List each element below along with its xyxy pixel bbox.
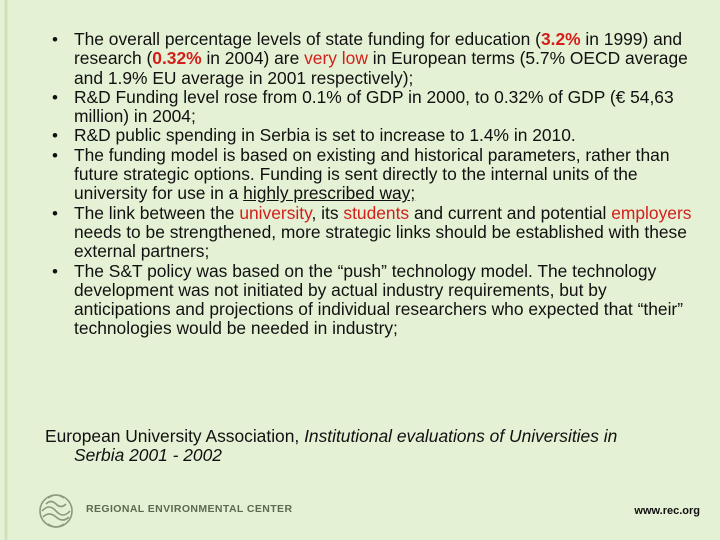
- bullet-dot-icon: •: [52, 87, 58, 107]
- bullet-text-segment: needs to be strengthened, more strategic links should be established with these external partners;: [74, 221, 687, 262]
- bullet-text-segment: in 1999) and research (: [74, 29, 683, 69]
- bullet-text-segment: The overall percentage levels of state funding for education (: [74, 29, 541, 49]
- bullet-text-segment: university: [239, 202, 312, 223]
- bullet-dot-icon: •: [52, 145, 58, 165]
- bullet-dot-icon: •: [52, 261, 58, 281]
- bullet-text-segment: The S&T policy was based on the “push” technology model. The technology development was not initiated by actual industry requirements, but by anticipations and projections of individual researchers who expected that “their” technologies would be needed in industry;: [74, 260, 684, 339]
- bullet-text-segment: and current and potential: [409, 202, 612, 223]
- bullet-text-segment: 0.32%: [152, 48, 202, 69]
- bullet-text-segment: The link between the: [74, 202, 240, 223]
- website-url[interactable]: www.rec.org: [634, 505, 700, 517]
- citation-title-line2: Serbia 2001 - 2002: [74, 445, 222, 466]
- bullet-dot-icon: •: [52, 30, 58, 49]
- bullet-dot-icon: •: [52, 126, 58, 146]
- bullet-text-segment: R&D public spending in Serbia is set to increase to 1.4% in 2010.: [74, 125, 576, 146]
- bullet-text-segment: highly prescribed way;: [243, 183, 416, 204]
- bullet-text-segment: The funding model is based on existing and historical parameters, rather than future strategic options. Funding is sent directly to the internal units of the university for use in a: [74, 144, 670, 204]
- bullet-text-segment: , its: [311, 202, 344, 223]
- bullet-item: [52, 146, 692, 204]
- bullet-item: [52, 88, 692, 127]
- bullet-text-segment: very low: [304, 48, 368, 69]
- bullet-text-segment: in 2004) are: [201, 48, 305, 69]
- bullet-text-segment: employers: [611, 202, 692, 223]
- citation: [45, 427, 685, 466]
- decorative-left-border: [0, 0, 12, 540]
- bullet-item: [52, 30, 692, 88]
- citation-author: European University Association,: [45, 426, 305, 446]
- bullet-text-segment: 3.2%: [540, 29, 581, 49]
- bullet-list: [52, 30, 692, 339]
- bullet-text-segment: R&D Funding level rose from 0.1% of GDP in 2000, to 0.32% of GDP (€ 54,63 million) in 2004;: [74, 86, 674, 127]
- citation-title-line1: Institutional evaluations of Universities in: [304, 426, 618, 446]
- bullet-text-segment: in European terms (5.7% OECD average and 1.9% EU average in 2001 respectively);: [74, 48, 688, 88]
- bullet-text-segment: students: [343, 202, 410, 223]
- bullet-item: [52, 126, 692, 145]
- bullet-item: [52, 262, 692, 339]
- bullet-item: [52, 204, 692, 262]
- bullet-dot-icon: •: [52, 203, 58, 223]
- logo-text: REGIONAL ENVIRONMENTAL CENTER: [86, 503, 293, 515]
